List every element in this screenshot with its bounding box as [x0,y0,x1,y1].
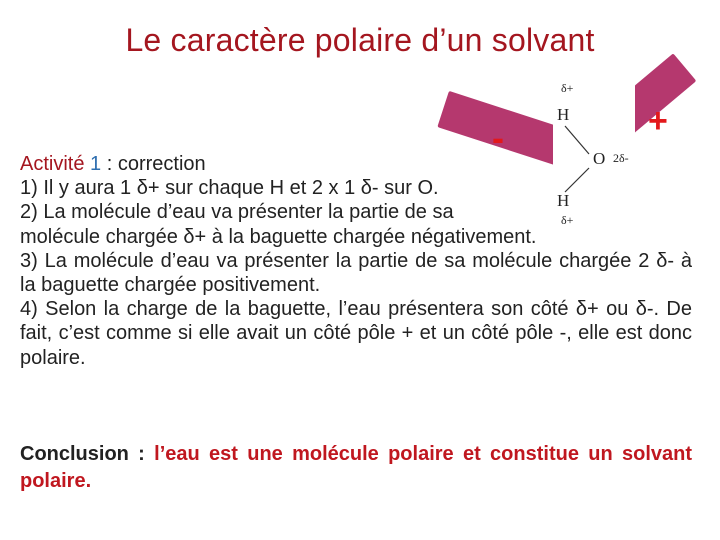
answer-4: 4) Selon la charge de la baguette, l’eau présentera son côté δ+ ou δ-. De fait, c’est comme si elle avait un côté pôle + et un côté pôle -, elle est donc polaire. [20,298,692,369]
hydrogen-bottom: H [557,191,570,210]
activity-number: 1 [90,153,102,175]
slide-title: Le caractère polaire d’un solvant [125,22,595,58]
conclusion [20,441,692,495]
oxygen: O [593,149,606,168]
activity-label: Activité [20,153,85,175]
minus-sign: - [492,117,504,158]
delta-plus-top: δ+ [561,81,574,95]
answer-2-line-2: molécule chargée δ+ à la baguette chargée négativement. [20,225,537,248]
answer-3: 3) La molécule d’eau va présenter la partie de sa molécule chargée 2 δ- à la baguette chargée positivement. [20,249,692,297]
activity-heading [20,149,692,176]
answer-1: 1) Il y aura 1 δ+ sur chaque H et 2 x 1 δ- sur O. [20,177,439,200]
hydrogen-top: H [557,105,570,124]
activity-correction [20,149,692,370]
answer-2-line-1: 2) La molécule d’eau va présenter la partie de sa [20,201,454,224]
delta-plus-bottom: δ+ [561,213,574,227]
activity-suffix: : correction [101,153,206,175]
oxygen-charge: 2δ- [613,151,629,165]
conclusion-label: Conclusion : [20,443,155,465]
conclusion-text: l’eau est une molécule polaire et constitue un solvant polaire. [20,443,692,492]
plus-sign: + [648,102,668,140]
